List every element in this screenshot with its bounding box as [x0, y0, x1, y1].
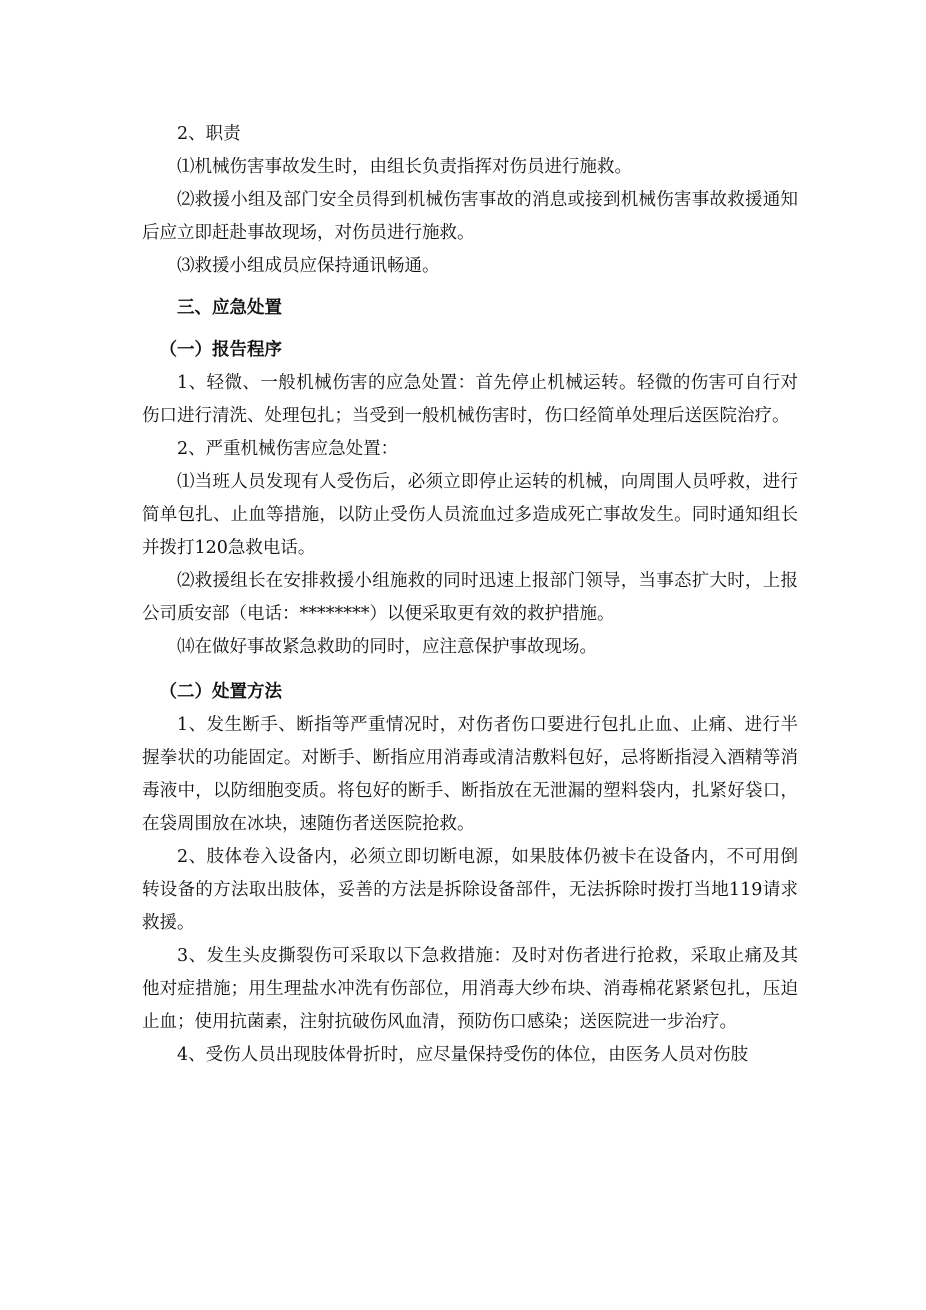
report-item-3: ⒁在做好事故紧急救助的同时，应注意保护事故现场。 [177, 637, 597, 657]
report-item-2: ⑵救援组长在安排救援小组施救的同时迅速上报部门领导，当事态扩大时，上报公司质安部（电话：********）以便采取更有效的救护措施。 [142, 571, 798, 624]
responsibility-item-1: ⑴机械伤害事故发生时，由组长负责指挥对伤员进行施救。 [177, 157, 632, 177]
report-item-1: ⑴当班人员发现有人受伤后，必须立即停止运转的机械，向周围人员呼救，进行简单包扎、止血等措施，以防止受伤人员流血过多造成死亡事故发生。同时通知组长并拨打120急救电话。 [142, 472, 798, 558]
method-paragraph-2: 2、肢体卷入设备内，必须立即切断电源，如果肢体仍被卡在设备内，不可用倒转设备的方法取出肢体，妥善的方法是拆除设备部件，无法拆除时拨打当地119请求救援。 [142, 847, 798, 933]
method-paragraph-1: 1、发生断手、断指等严重情况时，对伤者伤口要进行包扎止血、止痛、进行半握拳状的功能固定。对断手、断指应用消毒或清洁敷料包好，忌将断指浸入酒精等消毒液中，以防细胞变质。将包好的断手、断指放在无泄漏的塑料袋内，扎紧好袋口，在袋周围放在冰块，速随伤者送医院抢救。 [142, 715, 798, 834]
report-procedure-heading: （一）报告程序 [159, 340, 282, 360]
responsibility-item-2: ⑵救援小组及部门安全员得到机械伤害事故的消息或接到机械伤害事故救援通知后应立即赶赴事故现场，对伤员进行施救。 [142, 190, 798, 243]
responsibility-item-3: ⑶救援小组成员应保持通讯畅通。 [177, 256, 440, 276]
handling-methods-heading: （二）处置方法 [159, 682, 282, 702]
emergency-response-heading: 三、应急处置 [177, 298, 282, 318]
report-paragraph-2: 2、严重机械伤害应急处置： [177, 439, 399, 459]
method-paragraph-3: 3、发生头皮撕裂伤可采取以下急救措施：及时对伤者进行抢救，采取止痛及其他对症措施；用生理盐水冲洗有伤部位，用消毒大纱布块、消毒棉花紧紧包扎，压迫止血；使用抗菌素，注射抗破伤风血清，预防伤口感染；送医院进一步治疗。 [142, 946, 798, 1032]
responsibilities-heading: 2、职责 [177, 124, 241, 144]
method-paragraph-4: 4、受伤人员出现肢体骨折时，应尽量保持受伤的体位，由医务人员对伤肢 [177, 1045, 749, 1065]
document-page [142, 118, 798, 1072]
report-paragraph-1: 1、轻微、一般机械伤害的应急处置：首先停止机械运转。轻微的伤害可自行对伤口进行清洗、处理包扎；当受到一般机械伤害时，伤口经简单处理后送医院治疗。 [142, 373, 798, 426]
